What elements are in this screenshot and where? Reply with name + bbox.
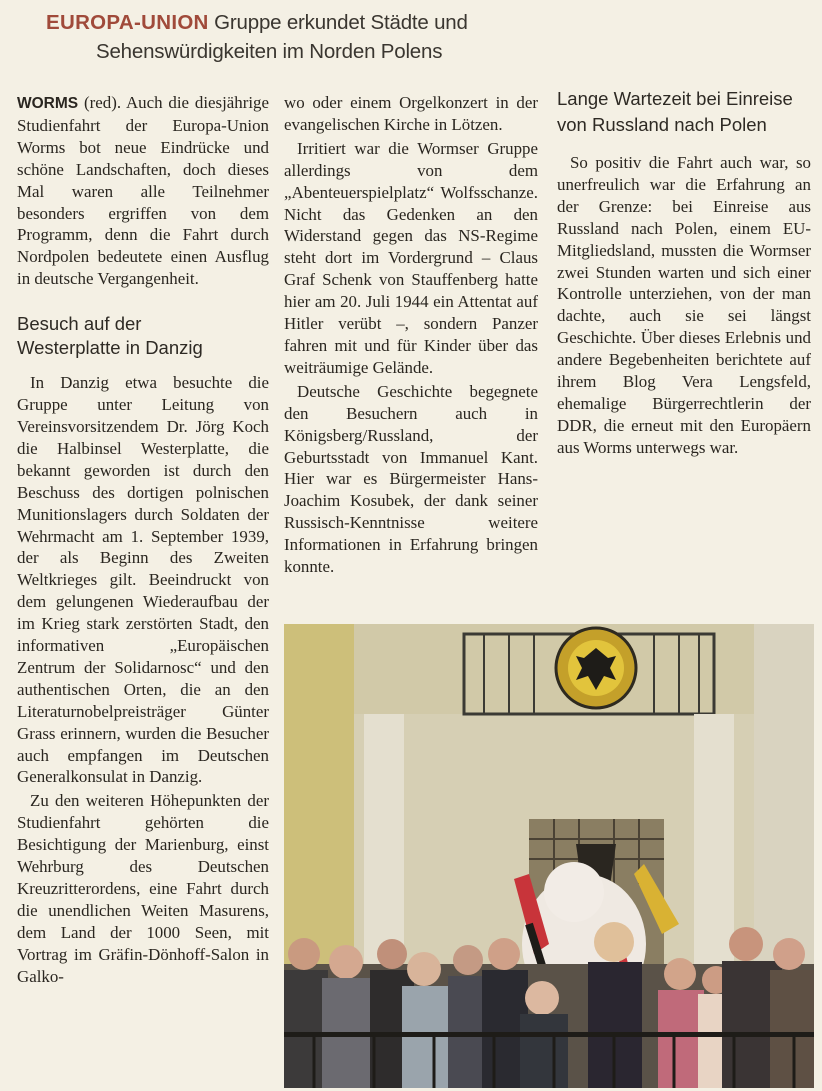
border-paragraph: So positiv die Fahrt auch war, so unerfreulich war die Erfahrung an der Grenze: bei Einreise aus Russland nach Polen, einem EU-Mitgliedsland, mussten die Wormser zwei Stunden warten und sich einer Kontrolle unterziehen, von der man dachte, auch sie sei längst Geschichte. Über dieses Erlebnis und andere Begebenheiten berichtete auf ihrem Blog Vera Lengsfeld, ehemalige Bürgerrechtlerin der DDR, die erneut mit den Europäern aus Worms unterwegs war. [557,153,811,457]
headline-kicker: EUROPA-UNION [46,11,209,34]
dateline: WORMS [17,95,79,112]
article-column-2 [284,92,538,578]
subhead-border-wait-line1: Lange Wartezeit bei Einreise [557,88,793,109]
headline-title-line2: Sehenswürdigkeiten im Norden Polens [96,40,443,63]
subhead-westerplatte-line2: Westerplatte in Danzig [17,337,203,359]
wolfsschanze-paragraph: Irritiert war die Wormser Gruppe allerdings von dem „Abenteuerspielplatz“ Wolfsschanze. Nicht das Gedenken an den Widerstand gegen das NS-Regime steht dort im Vordergrund – Claus Graf Schenk von Stauffenberg hatte hier am 20. Juli 1944 ein Attentat auf Hitler verübt –, sondern Panzer fahren mit und für Kinder über das weiträumige Gelände. [284,138,538,377]
highlights-paragraph: Zu den weiteren Höhepunkten der Studienfahrt gehörten die Besichtigung der Marienburg, einst Wehrburg des Deutschen Kreuzritterordens, eine Fahrt durch die unendlichen Weiten Masurens, dem Land der 1000 Seen, mit Vortrag im Gräfin-Dönhoff-Salon in Galko- [17,791,269,986]
danzig-paragraph: In Danzig etwa besuchte die Gruppe unter Leitung von Vereinsvorsitzendem Dr. Jörg Koch die Halbinsel Westerplatte, die bekannt geworden ist durch den Beschuss des dortigen polnischen Munitionslagers durch Soldaten der Wehrmacht am 1. September 1939, der als Beginn des Zweiten Weltkrieges gilt. Beeindruckt von dem gelungenen Wiederaufbau der im Krieg stark zerstörten Stadt, den informativen „Europäischen Zentrum der Solidarnosc“ und den authentischen Orten, die an den Literaturnobelpreisträger Günter Grass erinnern, wurden die Besucher auch empfangen im Deutschen Generalkonsulat in Danzig. [17,373,269,787]
subhead-westerplatte-line1: Besuch auf der [17,313,142,335]
intro-paragraph [17,92,269,290]
group-photo-illustration [284,624,814,1088]
article-headline [46,8,806,66]
headline-title-line1: Gruppe erkundet Städte und [214,11,468,34]
koenigsberg-paragraph: Deutsche Geschichte begegnete den Besuchern auch in Königsberg/Russland, der Geburtsstadt von Immanuel Kant. Hier war es Bürgermeister Hans-Joachim Kosubek, der dank seiner Russisch-Kenntnisse weitere Informationen in Erfahrung bringen konnte. [284,381,538,577]
intro-text: (red). Auch die diesjährige Studienfahrt der Europa-Union Worms bot neue Eindrücke und schöne Landschaften, doch dieses Mal waren alle Teilnehmer besonders ergriffen von dem Programm, denn die Fahrt durch Nordpolen bedeutete einen Ausflug in deutsche Vergangenheit. [17,93,269,289]
subhead-westerplatte [17,312,269,360]
continuation-paragraph: wo oder einem Orgelkonzert in der evangelischen Kirche in Lötzen. [284,93,538,134]
subhead-border-wait-line2: von Russland nach Polen [557,114,767,135]
subhead-border-wait [557,86,817,138]
group-photo [284,624,814,1088]
article-column-3 [557,152,811,459]
article-column-1 [17,92,269,988]
